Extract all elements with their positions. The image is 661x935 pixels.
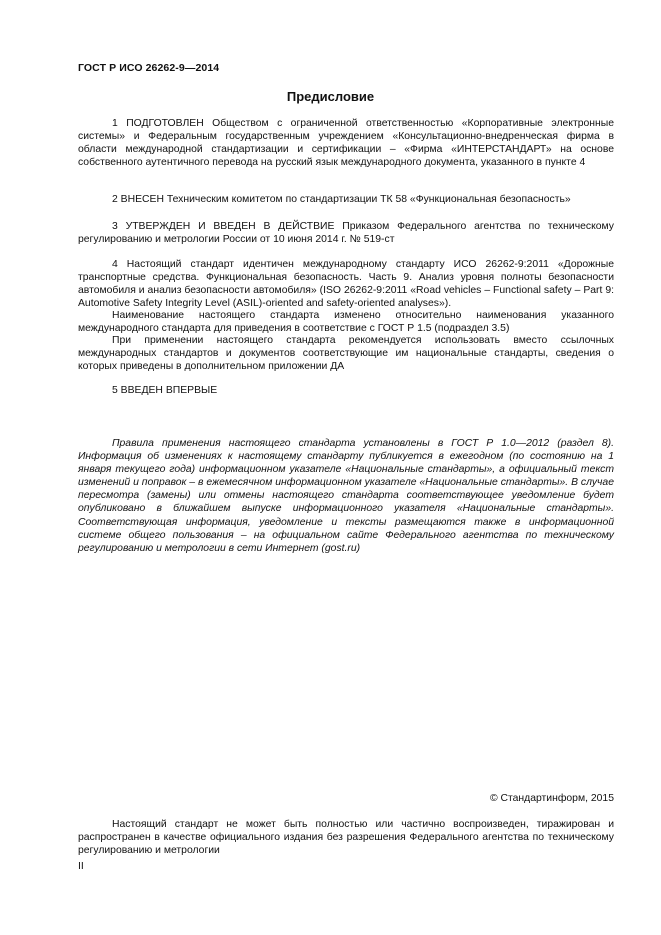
paragraph-submitted-by: 2 ВНЕСЕН Техническим комитетом по стандартизации ТК 58 «Функциональная безопасность» [112, 194, 571, 205]
paragraph-approved: 3 УТВЕРЖДЕН И ВВЕДЕН В ДЕЙСТВИЕ Приказом Федерального агентства по техническому регулированию и метрологии России от 10 июня 2014 г. № 519-ст [78, 221, 614, 246]
page-title: Предисловие [286, 89, 375, 104]
paragraph-introduced-first: 5 ВВЕДЕН ВПЕРВЫЕ [112, 385, 218, 396]
footer-legal-text: Настоящий стандарт не может быть полностью или частично воспроизведен, тиражирован и распространен в качестве официального издания без разрешения Федерального агентства по техническому регулированию и метрологии [78, 819, 614, 857]
paragraph-name-changed: Наименование настоящего стандарта изменено относительно наименования указанного международного стандарта для приведения в соответствие с ГОСТ Р 1.5 (подраздел 3.5) [78, 310, 614, 335]
document-number-header: ГОСТ Р ИСО 26262-9—2014 [78, 62, 220, 74]
page-number: II [78, 860, 84, 872]
paragraph-identical-standard: 4 Настоящий стандарт идентичен международному стандарту ИСО 26262-9:2011 «Дорожные транспортные средства. Функциональная безопасность. Часть 9. Анализ уровня полноты безопасности автомобиля и анализ безопасности автомобиля» (ISO 26262-9:2011 «Road vehicles – Functional safety – Part 9: Automotive Safety Integrity Level (ASIL)-oriented and safety-oriented analyses»). [78, 259, 614, 310]
copyright-line: © Стандартинформ, 2015 [489, 793, 614, 804]
paragraph-references: При применении настоящего стандарта рекомендуется использовать вместо ссылочных международных стандартов и документов соответствующие им национальные стандарты, сведения о которых приведены в дополнительном приложении ДА [78, 335, 614, 373]
notice-paragraph: Правила применения настоящего стандарта установлены в ГОСТ Р 1.0—2012 (раздел 8). Информация об изменениях к настоящему стандарту публикуется в ежегодном (по состоянию на 1 января текущего года) информационном указателе «Национальные стандарты», а официальный текст изменений и поправок – в ежемесячном информационном указателе «Национальные стандарты». В случае пересмотра (замены) или отмены настоящего стандарта соответствующее уведомление будет опубликовано в ближайшем выпуске информационного указателя «Национальные стандарты». Соответствующая информация, уведомление и тексты размещаются также в информационной системе общего пользования – на официальном сайте Федерального агентства по техническому регулированию и метрологии в сети Интернет (gost.ru) [78, 438, 614, 554]
paragraph-prepared-by: 1 ПОДГОТОВЛЕН Обществом с ограниченной ответственностью «Корпоративные электронные системы» и Федеральным государственным учреждением «Консультационно-внедренческая фирма в области международной стандартизации и сертификации – «Фирма «ИНТЕРСТАНДАРТ» на основе собственного аутентичного перевода на русский язык международного документа, указанного в пункте 4 [78, 118, 614, 169]
